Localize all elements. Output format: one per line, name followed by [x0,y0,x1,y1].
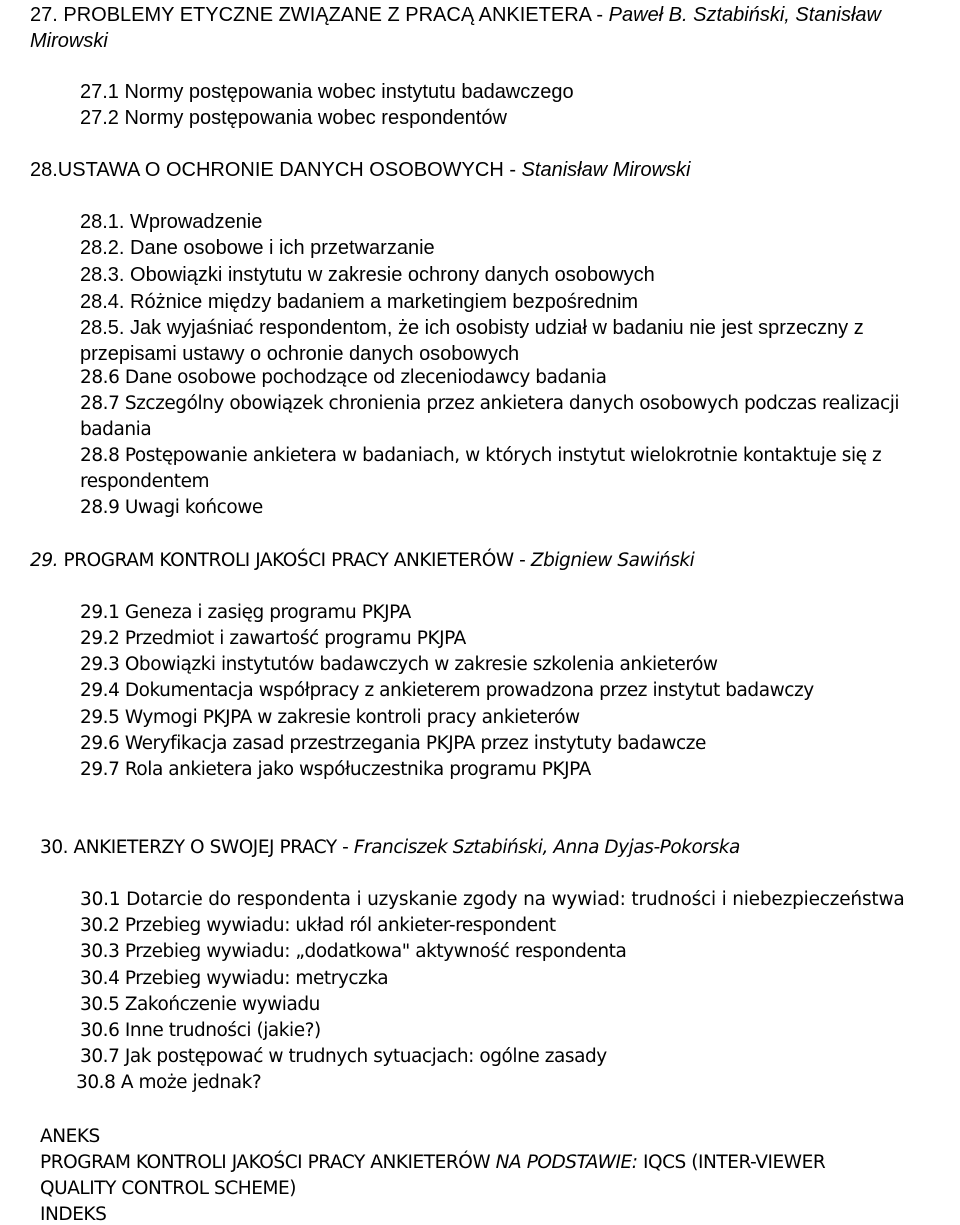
section-27-authors-cont: Mirowski [30,30,108,52]
toc-item-28-9: 28.9 Uwagi końcowe [80,497,263,518]
toc-item-28-4: 28.4. Różnice między badaniem a marketingiem bezpośrednim [80,291,639,313]
section-27-authors: Paweł B. Sztabiński, Stanisław [608,4,881,26]
annex-title-emphasis: NA PODSTAWIE: [495,1152,638,1173]
toc-item-29-2: 29.2 Przedmiot i zawartość programu PKJPA [80,628,466,649]
toc-item-28-3: 28.3. Obowiązki instytutu w zakresie ochrony danych osobowych [80,264,655,286]
toc-item-29-4: 29.4 Dokumentacja współpracy z ankieterem prowadzona przez instytut badawczy [80,680,814,701]
toc-item-28-8: 28.8 Postępowanie ankietera w badaniach, w których instytut wielokrotnie kontaktuje się z [80,445,882,466]
toc-item-29-3: 29.3 Obowiązki instytutów badawczych w zakresie szkolenia ankieterów [80,654,718,675]
section-27-heading [30,5,881,25]
toc-item-30-6: 30.6 Inne trudności (jakie?) [80,1020,321,1041]
annex-title [40,1154,825,1173]
toc-item-30-1: 30.1 Dotarcie do respondenta i uzyskanie zgody na wywiad: trudności i niebezpieczeństwa [80,889,905,910]
toc-item-28-5: 28.5. Jak wyjaśniać respondentom, że ich osobisty udział w badaniu nie jest sprzeczny z [80,317,864,339]
annex-title-part2: IQCS (INTER-VIEWER [637,1152,826,1173]
toc-item-30-5: 30.5 Zakończenie wywiadu [80,994,320,1015]
toc-item-29-6: 29.6 Weryfikacja zasad przestrzegania PKJPA przez instytuty badawcze [80,733,706,754]
section-29-author: Zbigniew Sawiński [530,550,695,571]
toc-item-28-2: 28.2. Dane osobowe i ich przetwarzanie [80,237,435,259]
section-27-title: 27. PROBLEMY ETYCZNE ZWIĄZANE Z PRACĄ ANKIETERA - [30,4,609,26]
toc-item-30-3: 30.3 Przebieg wywiadu: „dodatkowa" aktywność respondenta [80,941,627,962]
annex-title-part1: PROGRAM KONTROLI JAKOŚCI PRACY ANKIETERÓW [40,1152,496,1173]
annex-title-cont: QUALITY CONTROL SCHEME) [40,1178,297,1199]
section-29-heading [30,552,694,571]
toc-item-28-7: 28.7 Szczególny obowiązek chronienia przez ankietera danych osobowych podczas realizacji [80,393,900,414]
toc-item-28-1: 28.1. Wprowadzenie [80,211,263,233]
toc-item-30-2: 30.2 Przebieg wywiadu: układ ról ankieter-respondent [80,915,556,936]
toc-item-30-4: 30.4 Przebieg wywiadu: metryczka [80,968,389,989]
annex-heading: ANEKS [40,1126,100,1147]
section-28-title: 28.USTAWA O OCHRONIE DANYCH OSOBOWYCH - [30,159,522,181]
section-30-heading [40,839,740,858]
toc-item-28-5-cont: przepisami ustawy o ochronie danych osobowych [80,343,520,365]
toc-item-30-8: 30.8 A może jednak? [76,1072,262,1093]
toc-item-29-1: 29.1 Geneza i zasięg programu PKJPA [80,602,411,623]
section-30-author: Franciszek Sztabiński, Anna Dyjas-Pokorska [353,837,740,858]
section-29-title: PROGRAM KONTROLI JAKOŚCI PRACY ANKIETERÓW - [58,550,531,571]
toc-item-30-7: 30.7 Jak postępować w trudnych sytuacjach: ogólne zasady [80,1046,607,1067]
section-28-heading [30,160,690,180]
toc-item-28-7-cont: badania [80,419,152,440]
section-30-title: 30. ANKIETERZY O SWOJEJ PRACY - [40,837,354,858]
toc-item-28-8-cont: respondentem [80,471,210,492]
section-28-author: Stanisław Mirowski [521,159,691,181]
section-29-number: 29. [30,550,59,571]
toc-item-29-5: 29.5 Wymogi PKJPA w zakresie kontroli pracy ankieterów [80,707,580,728]
toc-item-27-2: 27.2 Normy postępowania wobec respondentów [80,107,507,129]
toc-item-28-6: 28.6 Dane osobowe pochodzące od zleceniodawcy badania [80,367,607,388]
toc-item-29-7: 29.7 Rola ankietera jako współuczestnika programu PKJPA [80,759,591,780]
index-heading: INDEKS [40,1204,107,1225]
toc-item-27-1: 27.1 Normy postępowania wobec instytutu badawczego [80,81,574,103]
